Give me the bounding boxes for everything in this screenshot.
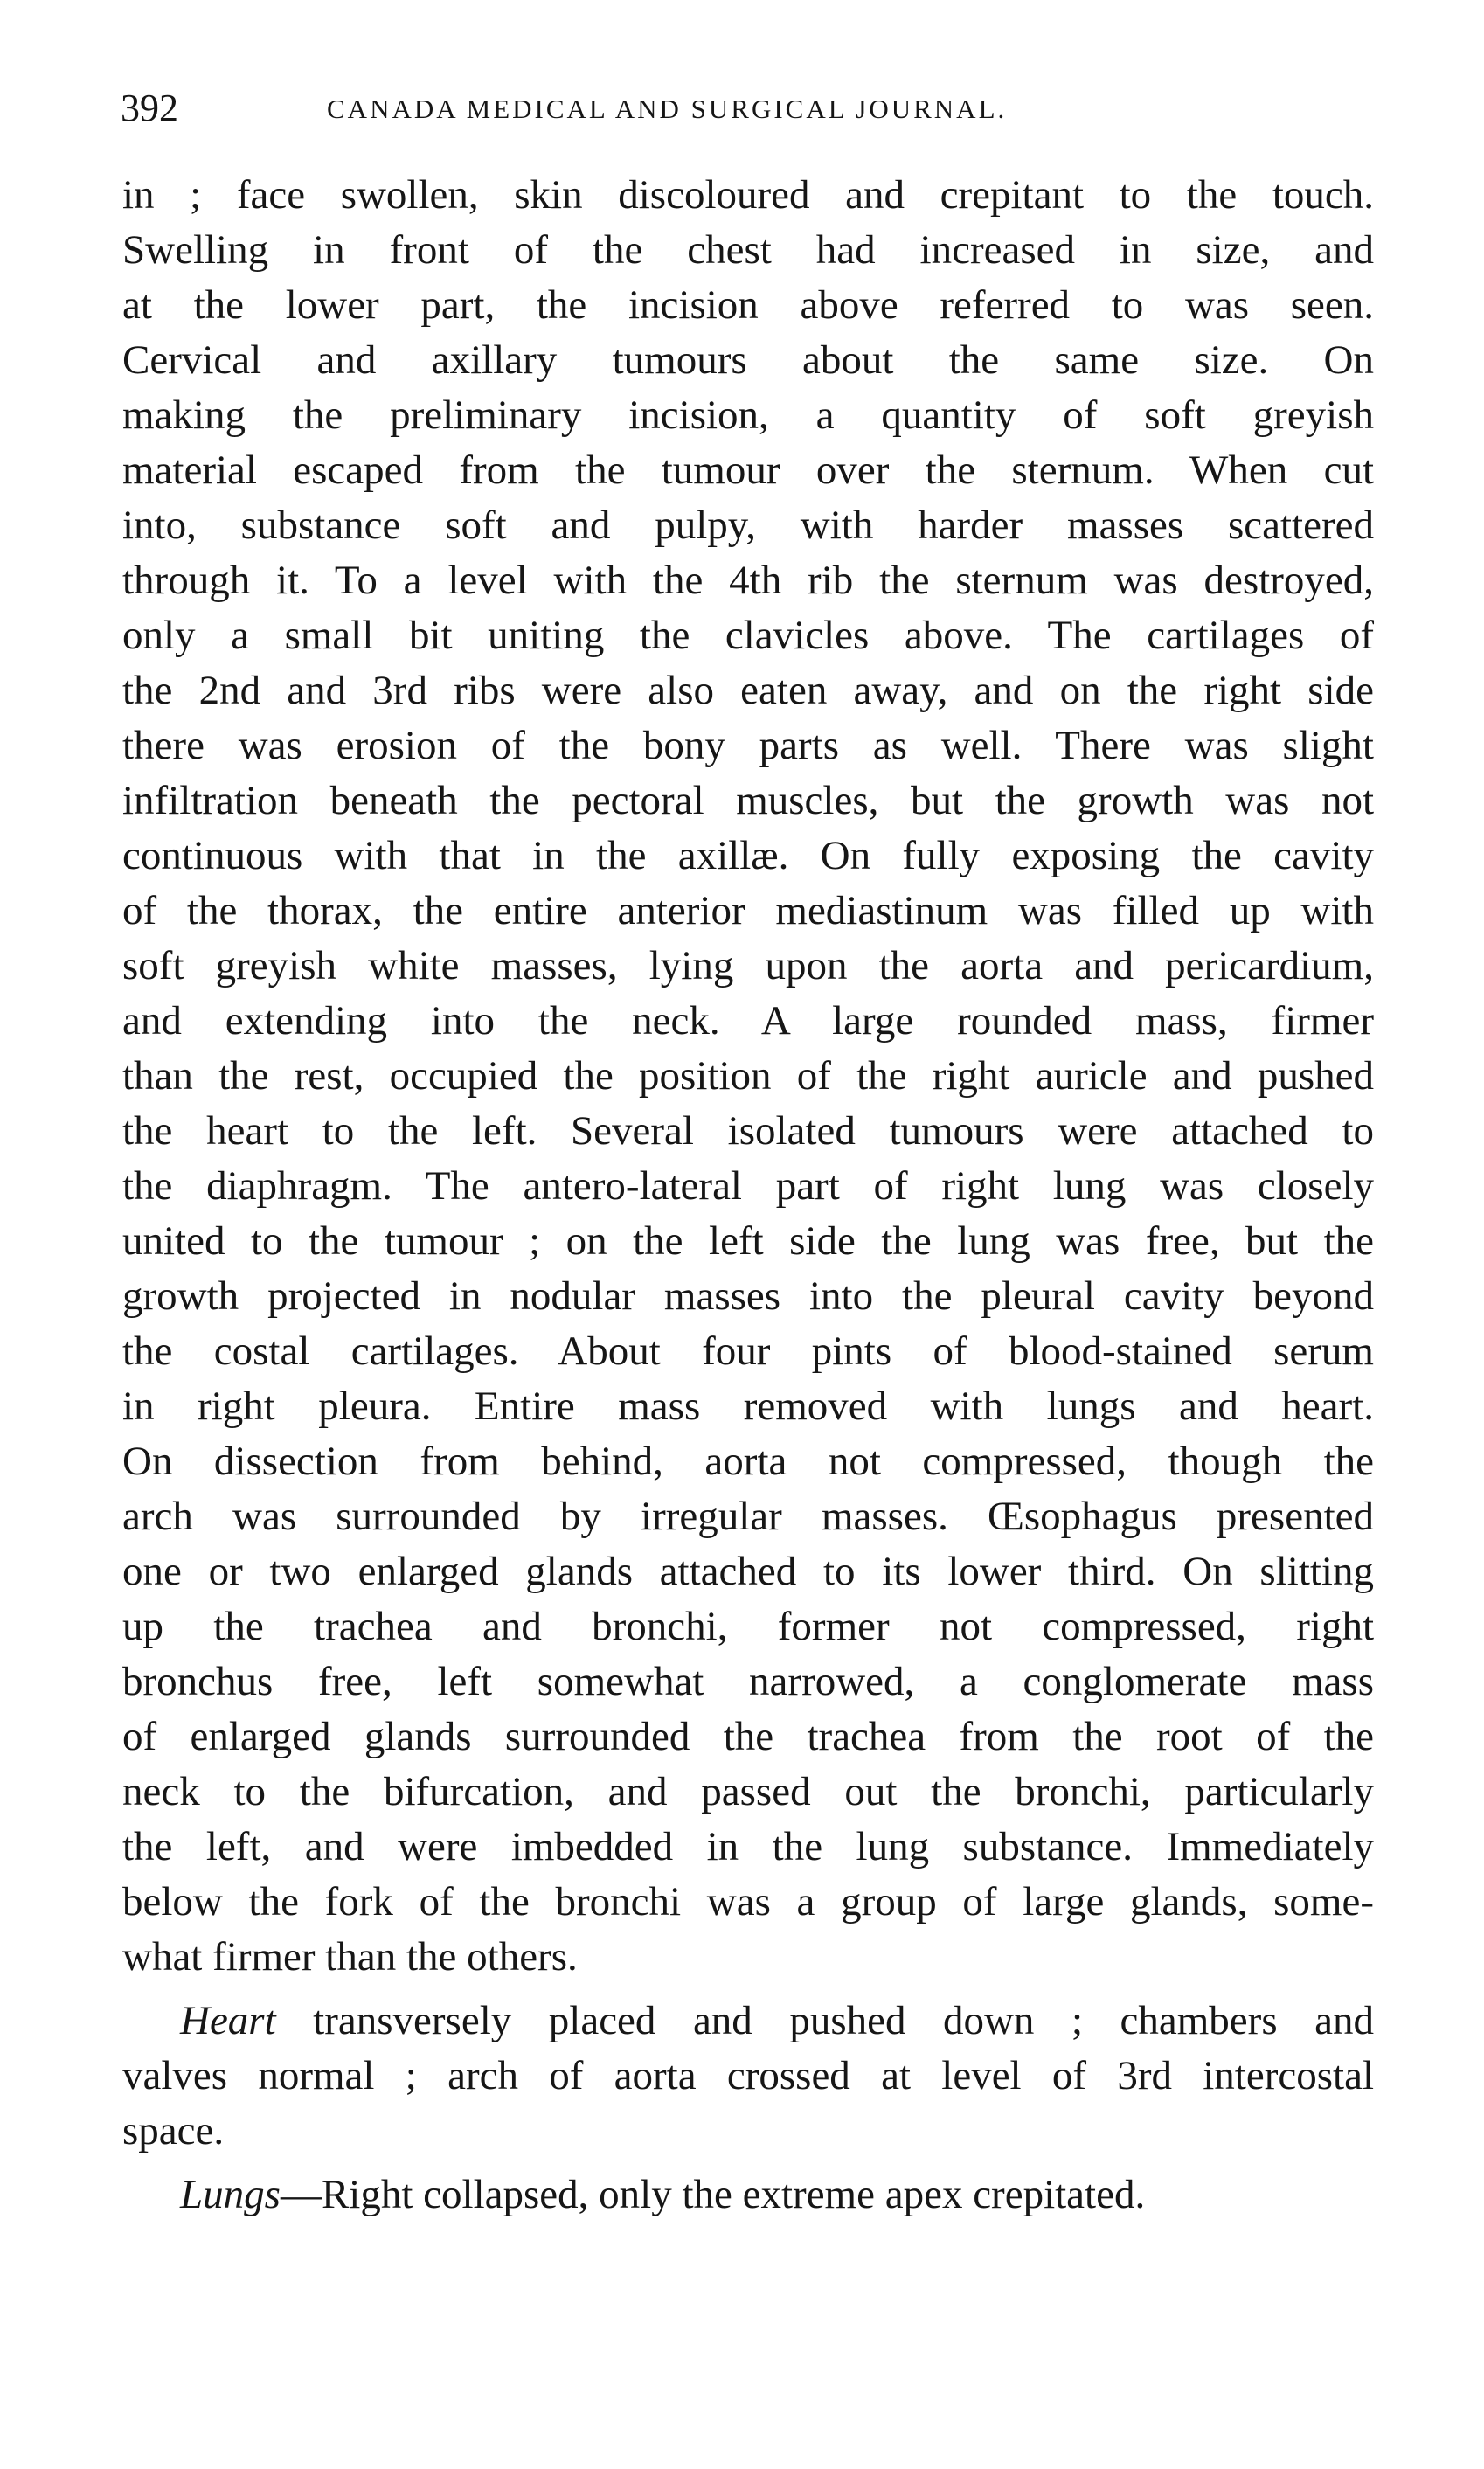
- text-line: valves normal ; arch of aorta crossed at level of 3rd intercostal: [122, 2053, 1374, 2098]
- text-line: at the lower part, the incision above referred to was seen.: [122, 282, 1374, 328]
- text-line: Cervical and axillary tumours about the same size. On: [122, 337, 1374, 383]
- text-line: the left, and were imbedded in the lung substance. Immediately: [122, 1824, 1374, 1869]
- text-line: making the preliminary incision, a quantity of soft greyish: [122, 392, 1374, 438]
- text-line: space.: [122, 2108, 225, 2153]
- body-text: [122, 168, 1374, 2223]
- heart-text: transversely placed and pushed down ; chambers and: [275, 1998, 1374, 2043]
- text-line: [122, 1994, 1374, 2049]
- text-line: the heart to the left. Several isolated tumours were attached to: [122, 1108, 1374, 1154]
- text-line: growth projected in nodular masses into the pleural cavity beyond: [122, 1273, 1374, 1319]
- text-line: the 2nd and 3rd ribs were also eaten away, and on the right side: [122, 668, 1374, 713]
- text-line: bronchus free, left somewhat narrowed, a conglomerate mass: [122, 1659, 1374, 1704]
- text-line: only a small bit uniting the clavicles above. The cartilages of: [122, 613, 1374, 658]
- text-line: the costal cartilages. About four pints of blood-stained serum: [122, 1328, 1374, 1374]
- paragraph-spacer: [122, 1985, 1374, 1994]
- page-number: 392: [121, 87, 178, 129]
- text-line: Swelling in front of the chest had increased in size, and: [122, 227, 1374, 273]
- text-line: the diaphragm. The antero-lateral part of right lung was closely: [122, 1163, 1374, 1209]
- page-header: [121, 82, 1379, 135]
- text-line: continuous with that in the axillæ. On fully exposing the cavity: [122, 833, 1374, 878]
- text-line: united to the tumour ; on the left side the lung was free, but the: [122, 1218, 1374, 1264]
- paragraph-spacer: [122, 2159, 1374, 2167]
- running-head: CANADA MEDICAL AND SURGICAL JOURNAL.: [327, 94, 1008, 124]
- text-line: than the rest, occupied the position of the right auricle and pushed: [122, 1053, 1374, 1099]
- text-line: [122, 2167, 1374, 2223]
- text-line: neck to the bifurcation, and passed out the bronchi, particularly: [122, 1769, 1374, 1814]
- lungs-text: —Right collapsed, only the extreme apex crepitated.: [280, 2172, 1146, 2217]
- text-line: there was erosion of the bony parts as well. There was slight: [122, 723, 1374, 768]
- text-line: of the thorax, the entire anterior mediastinum was filled up with: [122, 888, 1374, 933]
- text-line: through it. To a level with the 4th rib the sternum was destroyed,: [122, 558, 1374, 603]
- text-line: On dissection from behind, aorta not compressed, though the: [122, 1439, 1374, 1484]
- paragraph-lungs: [122, 2167, 1374, 2223]
- paragraph-heart: [122, 1994, 1374, 2159]
- text-line: what firmer than the others.: [122, 1934, 578, 1980]
- text-line: in right pleura. Entire mass removed with lungs and heart.: [122, 1384, 1374, 1429]
- text-line: one or two enlarged glands attached to its lower third. On slitting: [122, 1549, 1374, 1594]
- paragraph-autopsy-findings: [122, 168, 1374, 1985]
- text-line: infiltration beneath the pectoral muscles, but the growth was not: [122, 778, 1374, 823]
- lungs-heading: Lungs: [180, 2172, 281, 2217]
- heart-heading: Heart: [180, 1998, 276, 2043]
- text-line: in ; face swollen, skin discoloured and crepitant to the touch.: [122, 172, 1374, 218]
- text-line: soft greyish white masses, lying upon the aorta and pericardium,: [122, 943, 1374, 988]
- text-line: of enlarged glands surrounded the trachea from the root of the: [122, 1714, 1374, 1759]
- text-line: and extending into the neck. A large rounded mass, firmer: [122, 998, 1374, 1044]
- text-line: arch was surrounded by irregular masses. Œsophagus presented: [122, 1494, 1374, 1539]
- text-line: into, substance soft and pulpy, with harder masses scattered: [122, 503, 1374, 548]
- text-line: material escaped from the tumour over the sternum. When cut: [122, 447, 1374, 493]
- text-line: below the fork of the bronchi was a group of large glands, some-: [122, 1879, 1374, 1925]
- text-line: up the trachea and bronchi, former not compressed, right: [122, 1604, 1374, 1649]
